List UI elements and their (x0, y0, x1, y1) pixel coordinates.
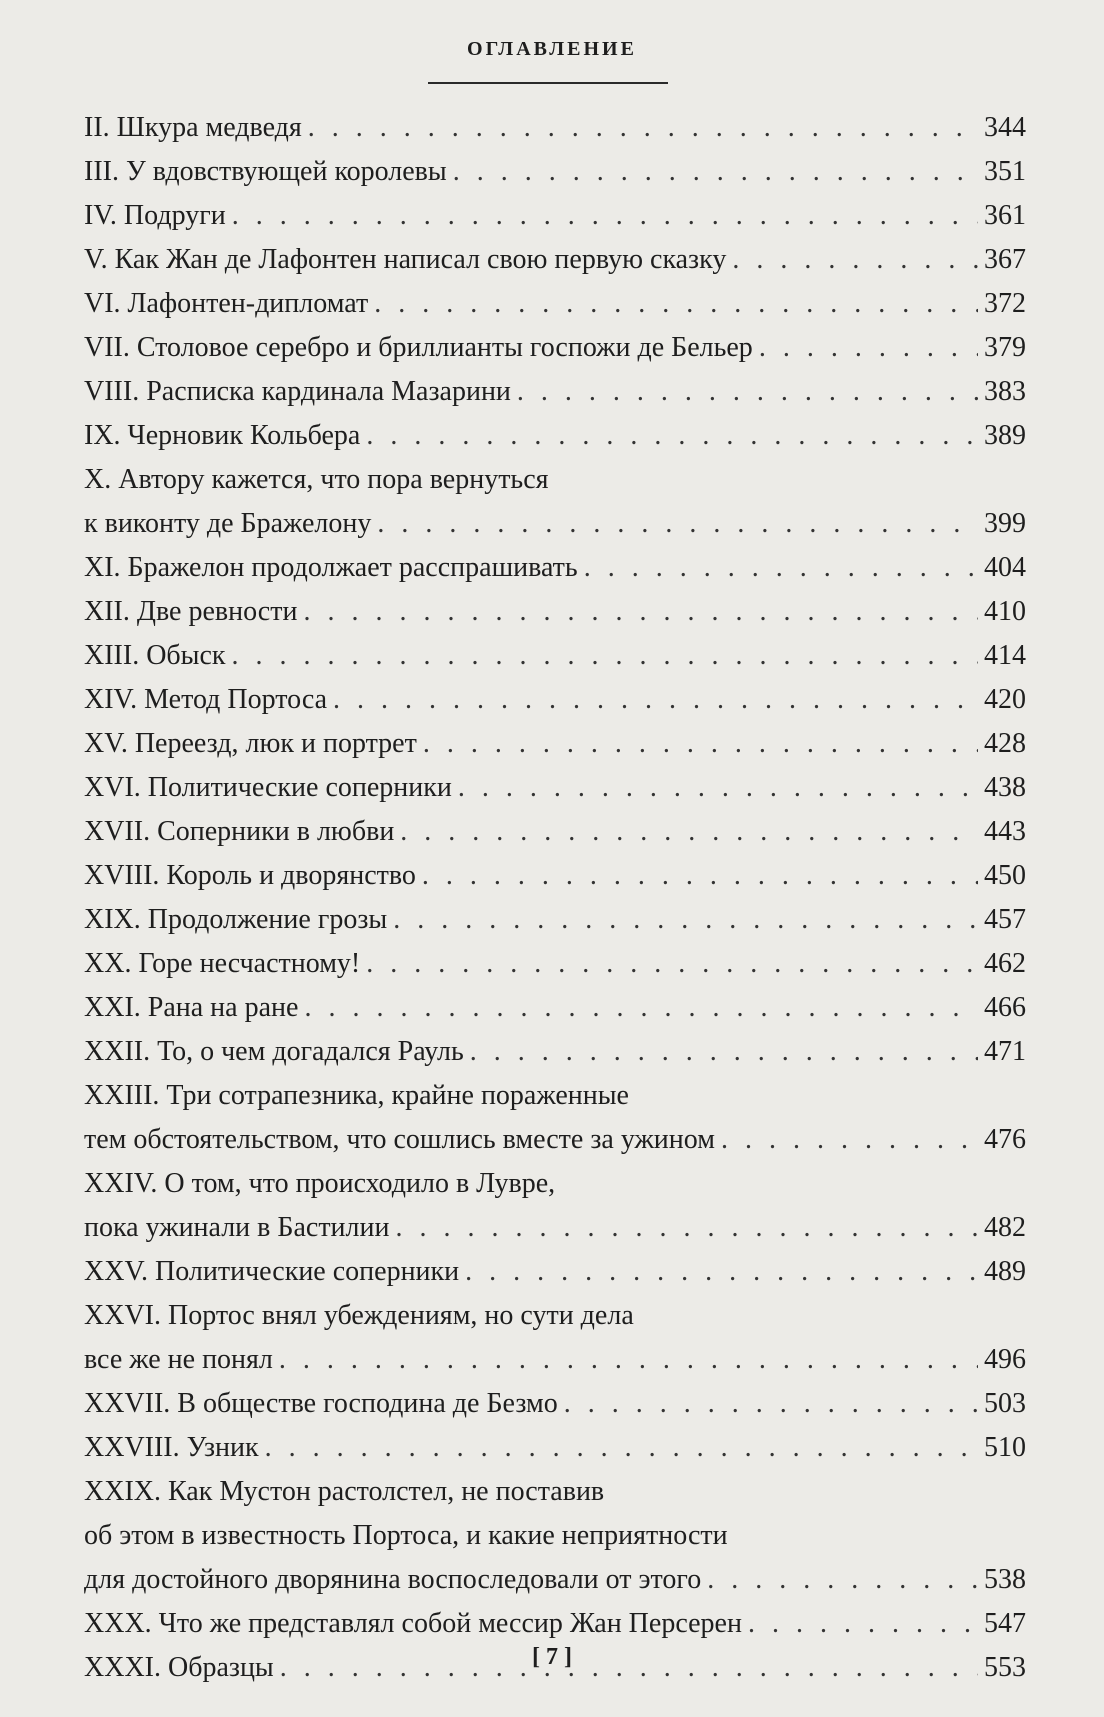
toc-entry-title: XVI. Политические соперники (84, 772, 452, 803)
toc-entry-title: XIV. Метод Портоса (84, 684, 328, 715)
toc-entry-last-line (84, 634, 1026, 678)
toc-entry-page: 466 (984, 992, 1026, 1023)
toc-entry (84, 546, 1026, 590)
toc-entry-last-line (84, 326, 1026, 370)
toc-entry-page: 489 (984, 1256, 1026, 1287)
toc-entry-last-line (84, 414, 1026, 458)
toc-entry-last-line (84, 854, 1026, 898)
toc-entry-title: пока ужинали в Бастилии (84, 1212, 390, 1243)
toc-entry-last-line (84, 282, 1026, 326)
toc-entry-title: V. Как Жан де Лафонтен написал свою первую сказку (84, 244, 727, 275)
toc-entry-title: VIII. Расписка кардинала Мазарини (84, 376, 511, 407)
toc-entry-last-line (84, 1382, 1026, 1426)
toc-entry-last-line (84, 722, 1026, 766)
header-rule (428, 82, 668, 84)
toc-entry-line (84, 1470, 1026, 1514)
toc-entry-title: VII. Столовое серебро и бриллианты госпожи де Бельер (84, 332, 753, 363)
toc-entry (84, 414, 1026, 458)
toc-entry (84, 1162, 1026, 1250)
toc-entry-last-line (84, 1338, 1026, 1382)
dot-leader (517, 370, 978, 414)
dot-leader (453, 150, 978, 194)
toc-entry-last-line (84, 106, 1026, 150)
toc-entry-page: 462 (984, 948, 1026, 979)
dot-leader (304, 986, 978, 1030)
toc-entry-title: XIX. Продолжение грозы (84, 904, 388, 935)
toc-entry-line (84, 1294, 1026, 1338)
toc-entry-page: 503 (984, 1388, 1026, 1419)
toc-entry-page: 351 (984, 156, 1026, 187)
toc-entry-last-line (84, 1426, 1026, 1470)
toc-entry-page: 471 (984, 1036, 1026, 1067)
toc-entry-title: XXIII. Три сотрапезника, крайне пораженные (84, 1080, 629, 1111)
toc-entry (84, 722, 1026, 766)
toc-entry-page: 389 (984, 420, 1026, 451)
toc-entry (84, 326, 1026, 370)
toc-entry-title: X. Автору кажется, что пора вернуться (84, 464, 549, 495)
toc-entry (84, 370, 1026, 414)
toc-entry (84, 678, 1026, 722)
toc-entry-title: VI. Лафонтен-дипломат (84, 288, 369, 319)
toc-entry-title: XII. Две ревности (84, 596, 298, 627)
page-number: [ 7 ] (532, 1644, 572, 1670)
toc-entry-title: XXIV. О том, что происходило в Лувре, (84, 1168, 556, 1199)
toc-entry (84, 942, 1026, 986)
toc-entry-page: 344 (984, 112, 1026, 143)
dot-leader (366, 942, 978, 986)
toc-entry-last-line (84, 1250, 1026, 1294)
dot-leader (423, 722, 978, 766)
dot-leader (374, 282, 978, 326)
toc-entry-line (84, 458, 1026, 502)
toc-entry (84, 458, 1026, 546)
dot-leader (564, 1382, 978, 1426)
toc-entry-title: к виконту де Бражелону (84, 508, 372, 539)
toc-entry-page: 399 (984, 508, 1026, 539)
toc-entry (84, 1074, 1026, 1162)
toc-entry-title: XI. Бражелон продолжает расспрашивать (84, 552, 578, 583)
dot-leader (422, 854, 978, 898)
dot-leader (308, 106, 978, 150)
toc-entry-last-line (84, 150, 1026, 194)
toc-entry-page: 428 (984, 728, 1026, 759)
toc-entry-title: XVII. Соперники в любви (84, 816, 395, 847)
dot-leader (759, 326, 978, 370)
toc-entry-title: XXI. Рана на ране (84, 992, 299, 1023)
toc-entry-title: XIII. Обыск (84, 640, 226, 671)
toc-entry-title: XXIX. Как Мустон растолстел, не поставив (84, 1476, 605, 1507)
toc-entry (84, 1250, 1026, 1294)
toc-entry-page: 457 (984, 904, 1026, 935)
toc-entry-last-line (84, 898, 1026, 942)
dot-leader (465, 1250, 978, 1294)
toc-entry-last-line (84, 194, 1026, 238)
toc-entry-title: XVIII. Король и дворянство (84, 860, 416, 891)
toc-entry (84, 590, 1026, 634)
toc-entry (84, 1602, 1026, 1646)
toc-entry-last-line (84, 502, 1026, 546)
toc-entry-title: IX. Черновик Кольбера (84, 420, 361, 451)
toc-entry (84, 766, 1026, 810)
toc-entry-page: 438 (984, 772, 1026, 803)
toc-entry-last-line (84, 766, 1026, 810)
toc-entry-last-line (84, 590, 1026, 634)
toc-entry-page: 538 (984, 1564, 1026, 1595)
toc-entry (84, 986, 1026, 1030)
dot-leader (732, 238, 978, 282)
toc-entry (84, 238, 1026, 282)
dot-leader (395, 1206, 978, 1250)
toc-entry-line (84, 1162, 1026, 1206)
toc-entry (84, 810, 1026, 854)
toc-entry-last-line (84, 1558, 1026, 1602)
toc-entry-title: XV. Переезд, люк и портрет (84, 728, 417, 759)
toc-entry-last-line (84, 810, 1026, 854)
toc-entry-title: об этом в известность Портоса, и какие неприятности (84, 1520, 728, 1551)
dot-leader (393, 898, 978, 942)
toc-entry-title: III. У вдовствующей королевы (84, 156, 447, 187)
toc-entry-last-line (84, 370, 1026, 414)
toc-entry-page: 476 (984, 1124, 1026, 1155)
dot-leader (303, 590, 978, 634)
toc-entry-page: 414 (984, 640, 1026, 671)
toc-entry-page: 450 (984, 860, 1026, 891)
dot-leader (377, 502, 978, 546)
toc-entry-title: XXVII. В обществе господина де Безмо (84, 1388, 558, 1419)
dot-leader (232, 194, 978, 238)
toc-entry (84, 194, 1026, 238)
toc-entry-page: 547 (984, 1608, 1026, 1639)
toc-entry-last-line (84, 1206, 1026, 1250)
toc-entry-last-line (84, 238, 1026, 282)
toc-entry-last-line (84, 678, 1026, 722)
toc-entry-page: 410 (984, 596, 1026, 627)
dot-leader (721, 1118, 978, 1162)
toc-entry (84, 150, 1026, 194)
toc-entry-page: 553 (984, 1652, 1026, 1683)
dot-leader (366, 414, 978, 458)
toc-entry-title: XXX. Что же представлял собой мессир Жан Персерен (84, 1608, 742, 1639)
toc-entry (84, 1382, 1026, 1426)
dot-leader (748, 1602, 978, 1646)
toc-entry (84, 854, 1026, 898)
toc-entry-last-line (84, 1030, 1026, 1074)
toc-entry (84, 1470, 1026, 1602)
toc-entry (84, 634, 1026, 678)
toc-entry-line (84, 1514, 1026, 1558)
toc-entry-line (84, 1074, 1026, 1118)
toc-entry-page: 361 (984, 200, 1026, 231)
dot-leader (400, 810, 978, 854)
dot-leader (584, 546, 978, 590)
toc-entry-last-line (84, 942, 1026, 986)
toc-entry-page: 482 (984, 1212, 1026, 1243)
toc-entry-page: 420 (984, 684, 1026, 715)
toc-entry-page: 379 (984, 332, 1026, 363)
toc-entry-title: XXII. То, о чем догадался Рауль (84, 1036, 464, 1067)
dot-leader (265, 1426, 978, 1470)
toc-entry-title: все же не понял (84, 1344, 273, 1375)
toc-entry-page: 372 (984, 288, 1026, 319)
toc-entry-title: XXXI. Образцы (84, 1652, 274, 1683)
toc-entry-page: 496 (984, 1344, 1026, 1375)
toc-entry-page: 367 (984, 244, 1026, 275)
toc-entry-page: 383 (984, 376, 1026, 407)
toc-entry-title: XX. Горе несчастному! (84, 948, 361, 979)
dot-leader (333, 678, 978, 722)
toc-entry (84, 1294, 1026, 1382)
page-header: ОГЛАВЛЕНИЕ (467, 38, 637, 60)
dot-leader (232, 634, 978, 678)
dot-leader (458, 766, 978, 810)
toc-entry-page: 443 (984, 816, 1026, 847)
toc-entry-last-line (84, 986, 1026, 1030)
toc-entry-title: XXV. Политические соперники (84, 1256, 460, 1287)
table-of-contents (84, 106, 1026, 1690)
dot-leader (470, 1030, 978, 1074)
toc-entry-title: XXVIII. Узник (84, 1432, 259, 1463)
toc-entry-title: II. Шкура медведя (84, 112, 302, 143)
toc-entry-last-line (84, 1118, 1026, 1162)
dot-leader (707, 1558, 978, 1602)
toc-entry-last-line (84, 1602, 1026, 1646)
toc-entry-title: для достойного дворянина воспоследовали от этого (84, 1564, 702, 1595)
toc-entry (84, 898, 1026, 942)
toc-entry-last-line (84, 546, 1026, 590)
toc-entry (84, 106, 1026, 150)
toc-entry (84, 1030, 1026, 1074)
toc-entry (84, 282, 1026, 326)
toc-entry-title: XXVI. Портос внял убеждениям, но сути дела (84, 1300, 634, 1331)
toc-entry (84, 1426, 1026, 1470)
toc-entry-title: тем обстоятельством, что сошлись вместе за ужином (84, 1124, 715, 1155)
dot-leader (279, 1338, 978, 1382)
toc-entry-page: 404 (984, 552, 1026, 583)
toc-entry-title: IV. Подруги (84, 200, 226, 231)
toc-entry-page: 510 (984, 1432, 1026, 1463)
